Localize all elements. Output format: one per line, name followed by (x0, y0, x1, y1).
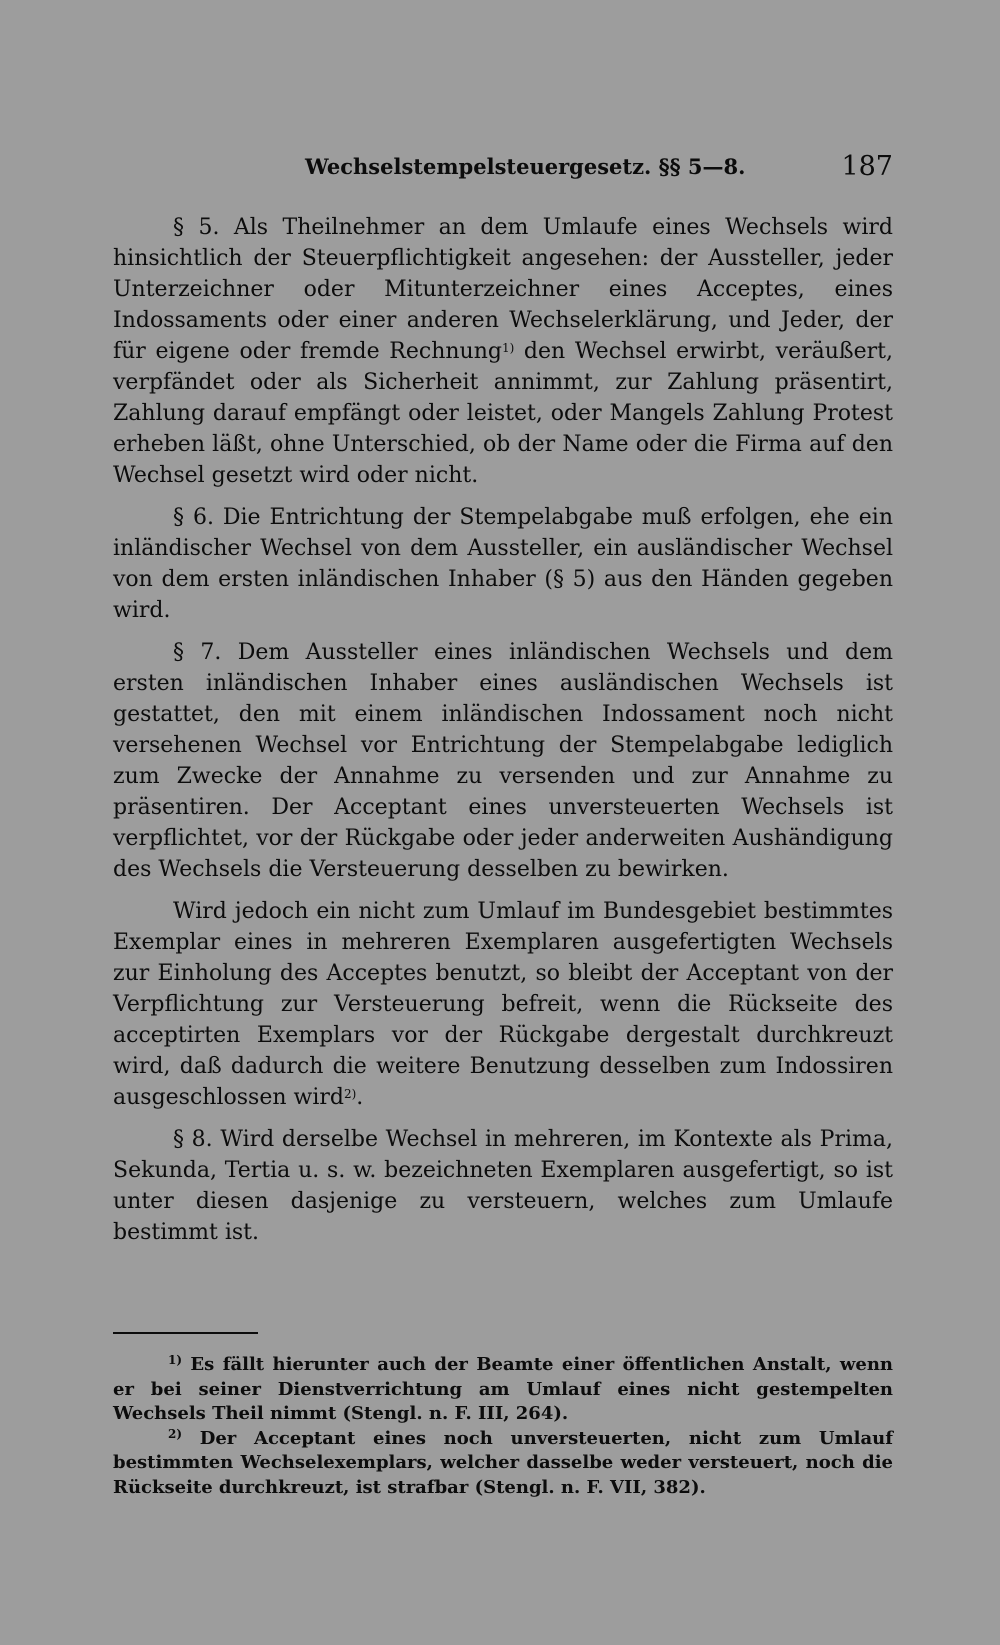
paragraph-section-5 (113, 212, 893, 491)
paragraph-text: § 6. Die Entrichtung der Stempelabgabe muß erfolgen, ehe ein inländischer Wechsel von dem Aussteller, ein ausländischer Wechsel von dem ersten inländischen Inhaber (§ 5) aus den Händen gegeben wird. (113, 505, 893, 623)
footnotes (113, 1353, 893, 1500)
footnote-2 (113, 1427, 893, 1501)
paragraph-section-7-continued (113, 896, 893, 1113)
paragraph-text: Wird jedoch ein nicht zum Umlauf im Bundesgebiet bestimmtes Exemplar eines in mehreren Exemplaren ausgefertigten Wechsels zur Einholung des Acceptes benutzt, so bleibt der Acceptant von der Verpflichtung zur Versteuerung befreit, wenn die Rückseite des acceptirten Exemplars vor der Rückgabe dergestalt durchkreuzt wird, daß dadurch die weitere Benutzung desselben zum Indossiren ausgeschlossen wird (113, 899, 893, 1110)
running-title: Wechselstempelsteuergesetz. §§ 5—8. (305, 154, 746, 179)
book-page (113, 0, 893, 1645)
page-number: 187 (841, 151, 893, 182)
paragraph-section-8 (113, 1124, 893, 1248)
footnote-reference: 2) (343, 1087, 357, 1101)
footnote-text: Der Acceptant eines noch unversteuerten, nicht zum Umlauf bestimmten Wechselexemplars, welcher dasselbe weder versteuert, noch die Rückseite durchkreuzt, ist strafbar (Stengl. n. F. VII, 382). (113, 1427, 893, 1498)
paragraph-text: § 7. Dem Aussteller eines inländischen Wechsels und dem ersten inländischen Inhaber eines ausländischen Wechsels ist gestattet, den mit einem inländischen Indossament noch nicht versehenen Wechsel vor Entrichtung der Stempelabgabe lediglich zum Zwecke der Annahme zu versenden und zur Annahme zu präsentiren. Der Acceptant eines unversteuerten Wechsels ist verpflichtet, vor der Rückgabe oder jeder anderweiten Aushändigung des Wechsels die Versteuerung desselben zu bewirken. (113, 640, 893, 882)
footnote-1 (113, 1353, 893, 1427)
paragraph-text-continued: den Wechsel erwirbt, veräußert, verpfändet oder als Sicherheit annimmt, zur Zahlung präsentirt, Zahlung darauf empfängt oder leistet, oder Mangels Zahlung Protest erheben läßt, ohne Unterschied, ob der Name oder die Firma auf den Wechsel gesetzt wird oder nicht. (113, 339, 893, 488)
paragraph-text-continued: . (356, 1085, 364, 1110)
paragraph-section-7 (113, 637, 893, 885)
footnote-divider (113, 1332, 258, 1334)
footnote-text: Es fällt hierunter auch der Beamte einer öffentlichen Anstalt, wenn er bei seiner Dienstverrichtung am Umlauf eines nicht gestempelten Wechsels Theil nimmt (Stengl. n. F. III, 264). (113, 1354, 893, 1424)
footnote-reference: 1) (501, 341, 515, 355)
footnote-mark: 2) (168, 1426, 183, 1441)
body-text (113, 212, 893, 1248)
paragraph-text: § 5. Als Theilnehmer an dem Umlaufe eines Wechsels wird hinsichtlich der Steuerpflichtigkeit angesehen: der Aussteller, jeder Unterzeichner oder Mitunterzeichner eines Acceptes, eines Indossaments oder einer anderen Wechselerklärung, und Jeder, der für eigene oder fremde Rechnung (113, 215, 893, 364)
paragraph-section-6 (113, 502, 893, 626)
footnote-mark: 1) (168, 1353, 183, 1367)
paragraph-text: § 8. Wird derselbe Wechsel in mehreren, im Kontexte als Prima, Sekunda, Tertia u. s. w. bezeichneten Exemplaren ausgefertigt, so ist unter diesen dasjenige zu versteuern, welches zum Umlaufe bestimmt ist. (113, 1127, 893, 1245)
page-header (113, 150, 893, 184)
